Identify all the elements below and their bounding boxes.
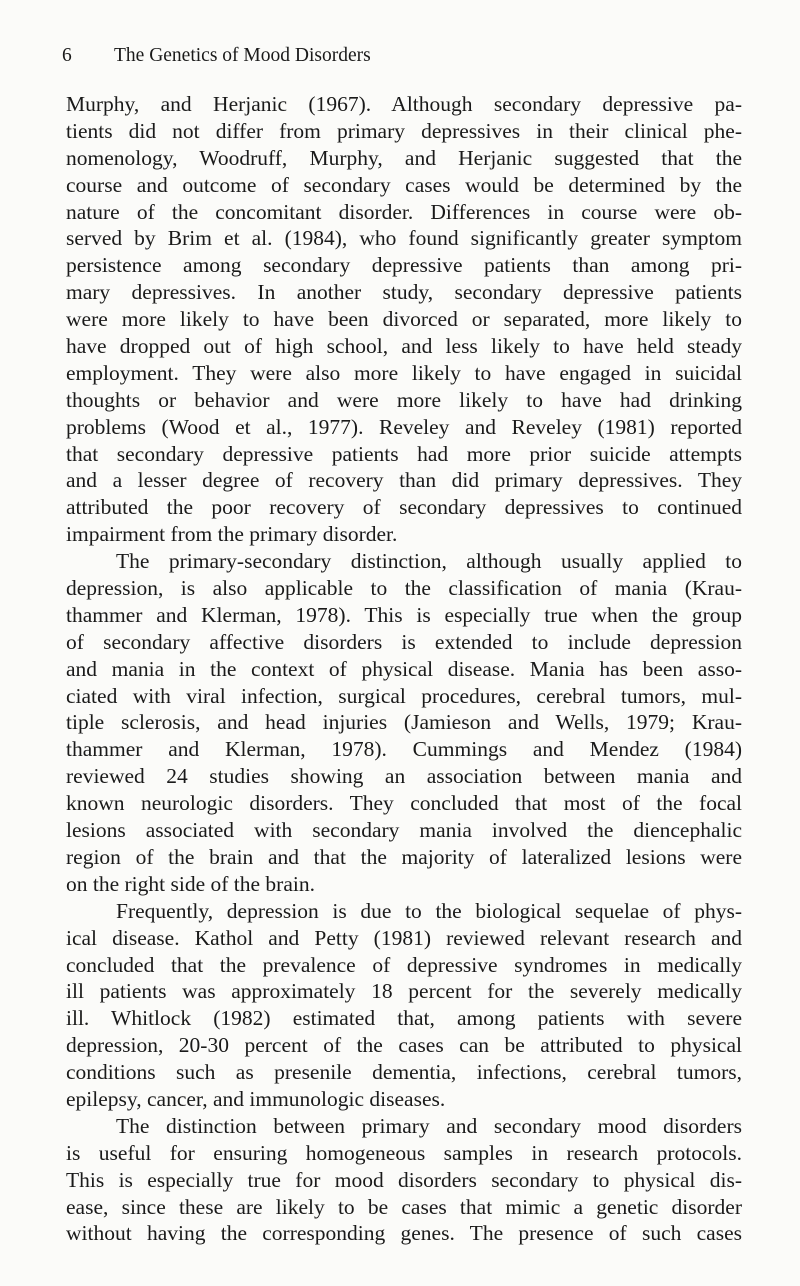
chapter-title: The Genetics of Mood Disorders — [114, 45, 371, 66]
text-line: epilepsy, cancer, and immunologic diseases. — [66, 1086, 446, 1111]
text-line: without having the corresponding genes. The presence of such cases — [66, 1221, 742, 1246]
paragraph — [66, 548, 742, 898]
text-line: ease, since these are likely to be cases that mimic a genetic disorder — [66, 1194, 742, 1219]
body-text — [66, 91, 742, 1247]
text-line: nature of the concomitant disorder. Differences in course were ob- — [66, 199, 742, 224]
text-line: thoughts or behavior and were more likely to have had drinking — [66, 387, 742, 412]
text-line: attributed the poor recovery of secondary depressives to continued — [66, 495, 742, 520]
text-line: This is especially true for mood disorders secondary to physical dis- — [66, 1167, 742, 1192]
text-line: reviewed 24 studies showing an association between mania and — [66, 764, 742, 789]
text-line: nomenology, Woodruff, Murphy, and Herjanic suggested that the — [66, 145, 742, 170]
text-line: ical disease. Kathol and Petty (1981) reviewed relevant research and — [66, 925, 742, 950]
text-line: region of the brain and that the majority of lateralized lesions were — [66, 844, 742, 869]
text-line: on the right side of the brain. — [66, 871, 315, 896]
text-line: were more likely to have been divorced or separated, more likely to — [66, 307, 742, 332]
paragraph — [66, 91, 742, 548]
text-line: of secondary affective disorders is extended to include depression — [66, 629, 742, 654]
text-line: thammer and Klerman, 1978). This is especially true when the group — [66, 602, 742, 627]
text-line: thammer and Klerman, 1978). Cummings and Mendez (1984) — [66, 737, 742, 762]
page-number: 6 — [62, 45, 72, 66]
text-line: ill patients was approximately 18 percent for the severely medically — [66, 979, 742, 1004]
text-line: Frequently, depression is due to the biological sequelae of phys- — [116, 898, 742, 923]
text-line: impairment from the primary disorder. — [66, 522, 398, 547]
paragraph — [66, 1113, 742, 1247]
text-line: depression, is also applicable to the classification of mania (Krau- — [66, 576, 742, 601]
text-line: and a lesser degree of recovery than did primary depressives. They — [66, 468, 742, 493]
text-line: problems (Wood et al., 1977). Reveley and Reveley (1981) reported — [66, 414, 742, 439]
text-line: depression, 20-30 percent of the cases can be attributed to physical — [66, 1033, 742, 1058]
text-line: ill. Whitlock (1982) estimated that, among patients with severe — [66, 1006, 742, 1031]
text-line: mary depressives. In another study, secondary depressive patients — [66, 280, 742, 305]
text-line: is useful for ensuring homogeneous samples in research protocols. — [66, 1140, 742, 1165]
text-line: tiple sclerosis, and head injuries (Jamieson and Wells, 1979; Krau- — [66, 710, 742, 735]
text-line: conditions such as presenile dementia, infections, cerebral tumors, — [66, 1060, 742, 1085]
paragraph — [66, 898, 742, 1113]
text-line: ciated with viral infection, surgical procedures, cerebral tumors, mul- — [66, 683, 742, 708]
text-line: lesions associated with secondary mania involved the diencephalic — [66, 818, 742, 843]
text-line: have dropped out of high school, and less likely to have held steady — [66, 334, 742, 359]
text-line: The distinction between primary and secondary mood disorders — [116, 1113, 742, 1138]
text-line: persistence among secondary depressive patients than among pri- — [66, 253, 742, 278]
text-line: served by Brim et al. (1984), who found significantly greater symptom — [66, 226, 742, 251]
text-line: Murphy, and Herjanic (1967). Although secondary depressive pa- — [66, 92, 742, 116]
text-line: that secondary depressive patients had more prior suicide attempts — [66, 441, 742, 466]
running-head — [62, 44, 371, 68]
text-line: and mania in the context of physical disease. Mania has been asso- — [66, 656, 742, 681]
text-line: course and outcome of secondary cases would be determined by the — [66, 172, 742, 197]
text-line: tients did not differ from primary depressives in their clinical phe- — [66, 118, 742, 143]
text-line: employment. They were also more likely to have engaged in suicidal — [66, 360, 742, 385]
text-line: The primary-secondary distinction, although usually applied to — [116, 549, 742, 574]
text-line: known neurologic disorders. They concluded that most of the focal — [66, 791, 742, 816]
text-line: concluded that the prevalence of depressive syndromes in medically — [66, 952, 742, 977]
